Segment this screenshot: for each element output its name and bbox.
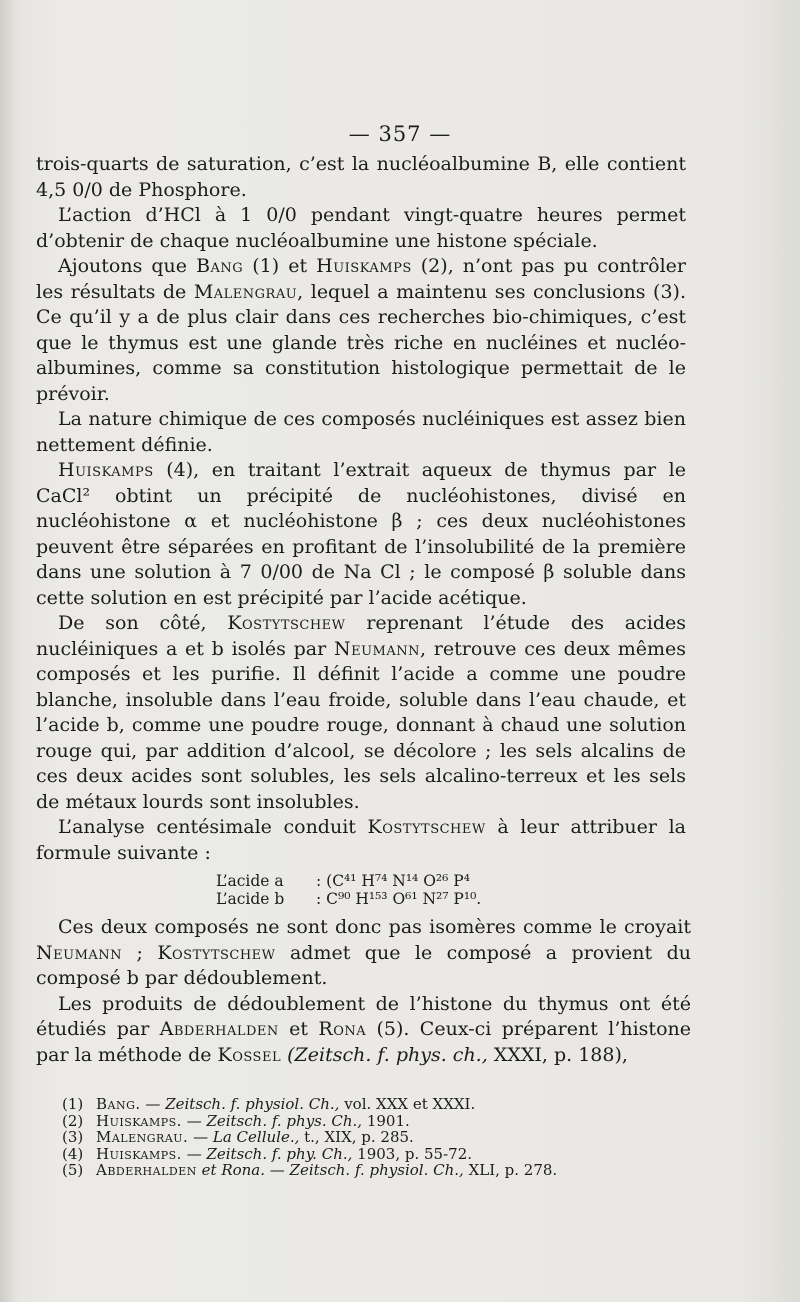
chemical-formulas	[216, 872, 636, 908]
paragraph: De son côté, Kostytschew reprenant l’étude des acides nucléiniques a et b isolés par Neumann, retrouve ces deux mêmes composés et les purifie. Il définit l’acide a comme une poudre blanche, insoluble dans l’eau froide, soluble dans l’eau chaude, et l’acide b, comme une poudre rouge, donnant à chaud une solution rouge qui, par addition d’alcool, se décolore ; les sels alcalins de ces deux acides sont solubles, les sels alcalino-terreux et les sels de métaux lourds sont insolubles.	[36, 612, 686, 813]
author-name: Kostytschew	[367, 816, 486, 838]
author-name: Abderhalden	[96, 1161, 197, 1179]
journal: — Zeitsch. f. phys. Ch.,	[181, 1111, 363, 1130]
formula-row	[216, 890, 636, 908]
journal: — Zeitsch. f. physiol. Ch.,	[140, 1095, 340, 1113]
citation: (Zeitsch. f. phys. ch.,	[281, 1043, 488, 1066]
main-text-continued	[36, 915, 691, 1068]
author-name: Huiskamps.	[96, 1111, 182, 1130]
author-name: Huiskamps.	[96, 1144, 182, 1163]
footnote: (3) Malengrau. — La Cellule., t., XIX, p. 285.	[62, 1128, 414, 1146]
author-name: Abderhalden	[159, 1018, 279, 1040]
author-name: Bang	[196, 255, 244, 277]
paragraph: L’action d’HCl à 1 0/0 pendant vingt-quatre heures permet d’obtenir de chaque nucléoalbumine une histone spéciale.	[36, 204, 686, 252]
paragraph: Ces deux composés ne sont donc pas isomères comme le croyait Neumann ; Kostytschew admet que le composé a provient du composé b par dédoublement.	[36, 916, 691, 989]
footnote-number: (3)	[62, 1128, 84, 1146]
author-name: Malengrau.	[96, 1128, 189, 1146]
author-name: Huiskamps	[58, 459, 154, 481]
footnote-number: (2)	[62, 1111, 84, 1130]
author-name: Kostytschew	[157, 941, 276, 964]
footnote-number: (4)	[62, 1144, 84, 1163]
journal: et Rona. — Zeitsch. f. physiol. Ch.,	[196, 1161, 464, 1179]
footnotes	[62, 1096, 682, 1179]
formula: : (C⁴¹ H⁷⁴ N¹⁴ O²⁶ P⁴	[316, 872, 470, 890]
formula: : C⁹⁰ H¹⁵³ O⁶¹ N²⁷ P¹⁰.	[316, 890, 482, 908]
footnote: (5) Abderhalden et Rona. — Zeitsch. f. physiol. Ch., XLI, p. 278.	[62, 1161, 558, 1179]
paragraph: Ajoutons que Bang (1) et Huiskamps (2), n’ont pas pu contrôler les résultats de Malengrau, lequel a maintenu ses conclusions (3). Ce qu’il y a de plus clair dans ces recherches bio-chimiques, c’est que le thymus est une glande très riche en nucléines et nucléo-albumines, comme sa constitution histologique permettait de le prévoir.	[36, 255, 686, 405]
footnote: (1) Bang. — Zeitsch. f. physiol. Ch., vol. XXX et XXXI.	[62, 1095, 476, 1113]
page-number: — 357 —	[348, 122, 452, 146]
formula-label: L’acide b	[216, 890, 285, 908]
formula-row	[216, 872, 636, 890]
author-name: Rona	[318, 1018, 367, 1040]
author-name: Malengrau	[193, 280, 298, 303]
author-name: Huiskamps	[316, 255, 412, 277]
footnote: (4) Huiskamps. — Zeitsch. f. phy. Ch., 1903, p. 55-72.	[62, 1144, 473, 1163]
paragraph: L’analyse centésimale conduit Kostytschew à leur attribuer la formule suivante :	[36, 816, 686, 864]
footnote-number: (5)	[62, 1161, 84, 1179]
main-text	[36, 152, 686, 866]
journal: — La Cellule.,	[188, 1128, 300, 1146]
author-name: Bang.	[96, 1095, 141, 1113]
author-name: Neumann	[36, 941, 123, 964]
author-name: Kossel	[217, 1043, 282, 1066]
paragraph: Les produits de dédoublement de l’histone du thymus ont été étudiés par Abderhalden et Rona (5). Ceux-ci préparent l’histone par la méthode de Kossel (Zeitsch. f. phys. ch., XXXI, p. 188),	[36, 992, 691, 1066]
paragraph: trois-quarts de saturation, c’est la nucléoalbumine B, elle contient 4,5 0/0 de Phosphore.	[36, 153, 686, 201]
journal: — Zeitsch. f. phy. Ch.,	[181, 1144, 353, 1163]
author-name: Kostytschew	[227, 612, 346, 634]
paragraph: Huiskamps (4), en traitant l’extrait aqueux de thymus par le CaCl² obtint un précipité de nucléohistones, divisé en nucléohistone α et nucléohistone β ; ces deux nucléohistones peuvent être séparées en profitant de l’insolubilité de la première dans une solution à 7 0/00 de Na Cl ; le composé β soluble dans cette solution en est précipité par l’acide acétique.	[36, 459, 686, 609]
formula-label: L’acide a	[216, 872, 284, 890]
author-name: Neumann	[333, 637, 420, 660]
paragraph: La nature chimique de ces composés nucléiniques est assez bien nettement définie.	[36, 408, 686, 456]
footnote: (2) Huiskamps. — Zeitsch. f. phys. Ch., 1901.	[62, 1111, 410, 1130]
footnote-number: (1)	[62, 1095, 84, 1113]
